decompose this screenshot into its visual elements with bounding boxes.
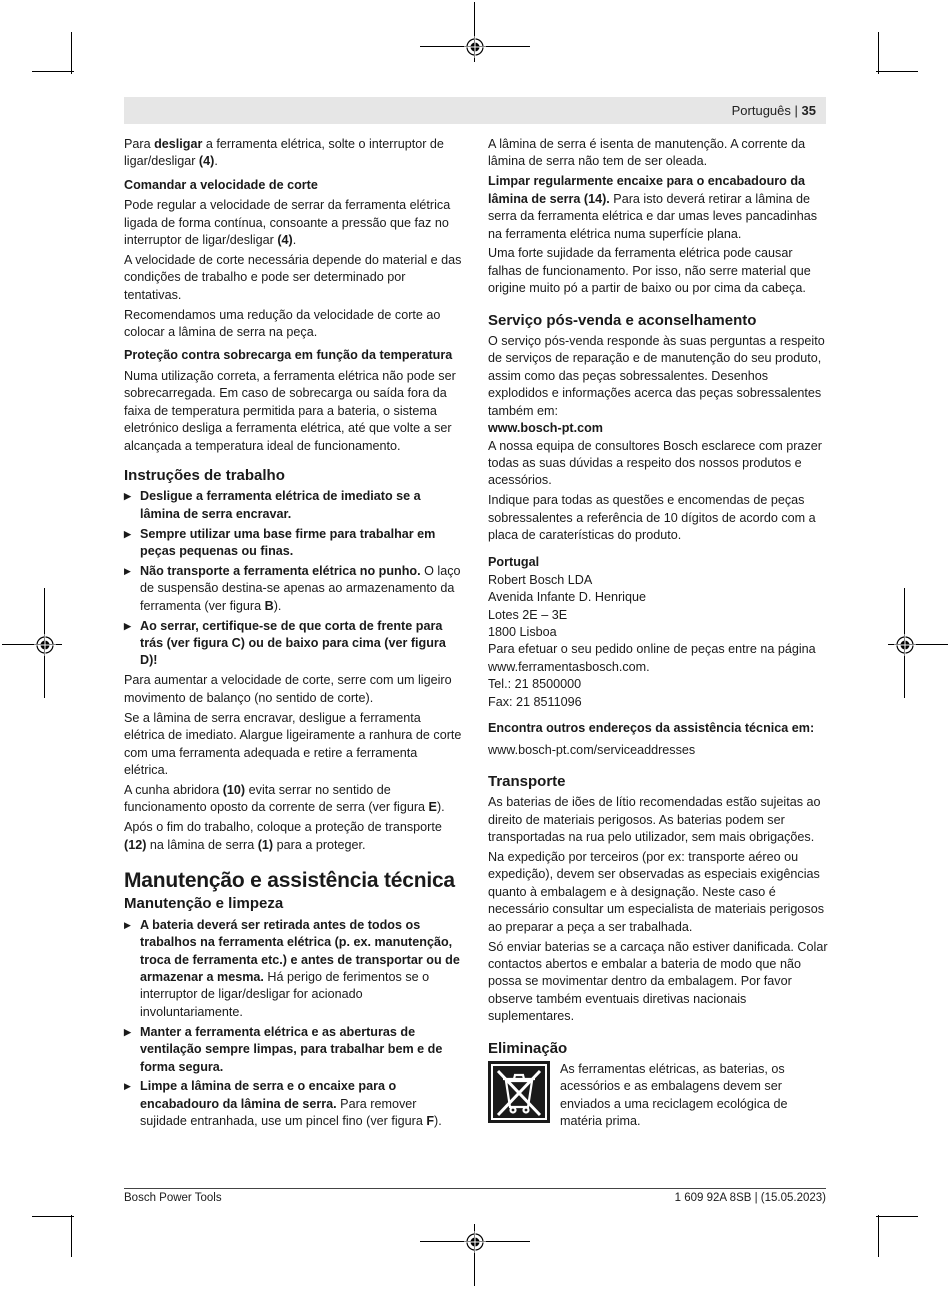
subheading: Proteção contra sobrecarga em função da temperatura (124, 348, 453, 363)
link[interactable]: www.ferramentasbosch.com. (488, 659, 650, 674)
section-heading: Instruções de trabalho (124, 466, 285, 484)
address-line: Avenida Infante D. Henrique (488, 590, 646, 605)
bullet-item: ▶ Desligue a ferramenta elétrica de imediato se a lâmina de serra encravar. (124, 488, 464, 523)
section-heading: Manutenção e limpeza (124, 895, 284, 913)
registration-mark-icon (464, 36, 486, 58)
paragraph: As ferramentas elétricas, as baterias, os acessórios e as embalagens devem ser enviados a uma reciclagem ecológica de matéria prima. (560, 1062, 788, 1129)
paragraph: A cunha abridora (10) evita serrar no sentido de funcionamento oposto da corrente de serra (ver figura E). (124, 782, 445, 815)
bullet-item: ▶ A bateria deverá ser retirada antes de todos os trabalhos na ferramenta elétrica (p. ex. manutenção, troca de ferramenta etc.) e antes de transportar ou de armazenar a mesma. Há perigo de ferimentos se o interruptor de ligar/desligar for acionado involuntariamente. (124, 917, 464, 1021)
paragraph: Se a lâmina de serra encravar, desligue a ferramenta elétrica de imediato. Alargue ligeiramente a ranhura de corte com uma ferramenta adequada e retire a ferramenta elétrica. (124, 710, 462, 777)
paragraph: A lâmina de serra é isenta de manutenção. A corrente da lâmina de serra não tem de ser oleada. (488, 137, 806, 169)
registration-mark-icon (34, 634, 56, 656)
paragraph: Numa utilização correta, a ferramenta elétrica não pode ser sobrecarregada. Em caso de sobrecarga ou saída fora da faixa de temperatura permitida para a bateria, o sistema eletrónico desliga a ferramenta elétrica, até que volte a ser alcançada a temperatura ideal de funcionamento. (124, 368, 456, 453)
footer-publisher: Bosch Power Tools (124, 1192, 222, 1204)
paragraph: O serviço pós-venda responde às suas perguntas a respeito de serviços de reparação e de manutenção do seu produto, assim como das peças sobressalentes. Desenhos explodidos e informações acerca das peças sobressalentes também em: (488, 334, 825, 418)
crop-mark (876, 71, 918, 72)
header-language: Português (731, 103, 791, 118)
section-heading: Eliminação (488, 1039, 568, 1057)
link[interactable]: www.bosch-pt.com/serviceaddresses (488, 742, 696, 757)
bullet-item: ▶ Não transporte a ferramenta elétrica no punho. O laço de suspensão destina-se apenas ao armazenamento da ferramenta (ver figura B). (124, 563, 464, 615)
paragraph: Na expedição por terceiros (por ex: transporte aéreo ou expedição), devem ser observadas as especiais exigências quanto à embalagem e à designação. Neste caso é necessário consultar um especialista de materiais perigosos ao preparar a peça a ser trabalhada. (488, 850, 824, 934)
crop-mark (876, 1216, 918, 1217)
paragraph: Limpar regularmente encaixe para o encabadouro da lâmina de serra (14). Para isto deverá retirar a lâmina de serra da ferramenta elétrica e dar umas leves pancadinhas na ferramenta elétrica numa superfície plana. (488, 174, 818, 241)
paragraph: Recomendamos uma redução da velocidade de corte ao colocar a lâmina de serra na peça. (124, 307, 441, 340)
paragraph: Só enviar baterias se a carcaça não estiver danificada. Colar contactos abertos e embalar a bateria de modo que não possa se movimentar dentro da embalagem. Por favor observe também eventuais diretivas nacionais suplementares. (488, 939, 828, 1024)
chapter-heading: Manutenção e assistência técnica (124, 868, 455, 892)
bullet-item: ▶ Limpe a lâmina de serra e o encaixe para o encabadouro da lâmina de serra. Para remover sujidade entranhada, use um pincel fino (ver figura F). (124, 1078, 464, 1130)
paragraph: Pode regular a velocidade de serrar da ferramenta elétrica ligada de forma contínua, consoante a pressão que faz no interruptor de ligar/desligar (4). (124, 198, 451, 248)
crop-mark (32, 1216, 74, 1217)
subheading: Portugal (488, 555, 540, 570)
header-text (732, 103, 816, 118)
phone: Tel.: 21 8500000 (488, 677, 582, 692)
registration-mark-icon (894, 634, 916, 656)
paragraph: Para desligar a ferramenta elétrica, solte o interruptor de ligar/desligar (4). (124, 137, 444, 169)
paragraph: Para aumentar a velocidade de corte, serre com um ligeiro movimento de balanço (no sentido de corte). (124, 673, 452, 705)
footer-doc-id: 1 609 92A 8SB | (15.05.2023) (674, 1192, 826, 1204)
bullet-item: ▶ Ao serrar, certifique-se de que corta de frente para trás (ver figura C) ou de baixo para cima (ver figura D)! (124, 618, 464, 670)
disposal-block (488, 1061, 828, 1133)
paragraph: As baterias de iões de lítio recomendadas estão sujeitas ao direito de materiais perigosos. As baterias podem ser transportadas na rua pelo utilizador, sem mais obrigações. (488, 795, 821, 845)
crop-mark (71, 1215, 72, 1257)
crop-mark (878, 32, 879, 74)
weee-crossed-bin-icon (488, 1061, 550, 1123)
subheading: Comandar a velocidade de corte (124, 177, 318, 192)
paragraph: A nossa equipa de consultores Bosch esclarece com prazer todas as suas dúvidas a respeito dos nossos produtos e acessórios. (488, 438, 822, 488)
address-line: 1800 Lisboa (488, 625, 557, 640)
address-line: Robert Bosch LDA (488, 572, 593, 587)
section-heading: Transporte (488, 772, 566, 790)
address-line: Para efetuar o seu pedido online de peças entre na página (488, 642, 816, 657)
address-line: Lotes 2E – 3E (488, 607, 568, 622)
footer-divider (124, 1188, 826, 1189)
page-number: 35 (801, 103, 816, 118)
fax: Fax: 21 8511096 (488, 694, 582, 709)
crop-mark (71, 32, 72, 74)
header-separator: | (794, 103, 798, 118)
crop-mark (32, 71, 74, 72)
section-heading: Serviço pós-venda e aconselhamento (488, 311, 757, 329)
paragraph: A velocidade de corte necessária depende do material e das condições de trabalho e pode ser determinado por tentativas. (124, 252, 462, 302)
bullet-item: ▶ Manter a ferramenta elétrica e as aberturas de ventilação sempre limpas, para trabalhar bem e de forma segura. (124, 1024, 464, 1076)
link[interactable]: www.bosch-pt.com (488, 421, 603, 436)
left-column (124, 136, 464, 1133)
page-header (124, 97, 826, 124)
paragraph: Indique para todas as questões e encomendas de peças sobressalentes a referência de 10 dígitos de acordo com a placa de caraterísticas do produto. (488, 493, 816, 543)
subheading: Encontra outros endereços da assistência técnica em: (488, 721, 815, 736)
paragraph: Uma forte sujidade da ferramenta elétrica pode causar falhas de funcionamento. Por isso, não serre material que origine muito pó a partir de baixo ou por cima da cabeça. (488, 246, 811, 296)
crop-mark (878, 1215, 879, 1257)
bullet-item: ▶ Sempre utilizar uma base firme para trabalhar em peças pequenas ou finas. (124, 526, 464, 561)
registration-mark-icon (464, 1231, 486, 1253)
right-column (488, 136, 828, 1133)
paragraph: Após o fim do trabalho, coloque a proteção de transporte (12) na lâmina de serra (1) para a proteger. (124, 820, 442, 852)
